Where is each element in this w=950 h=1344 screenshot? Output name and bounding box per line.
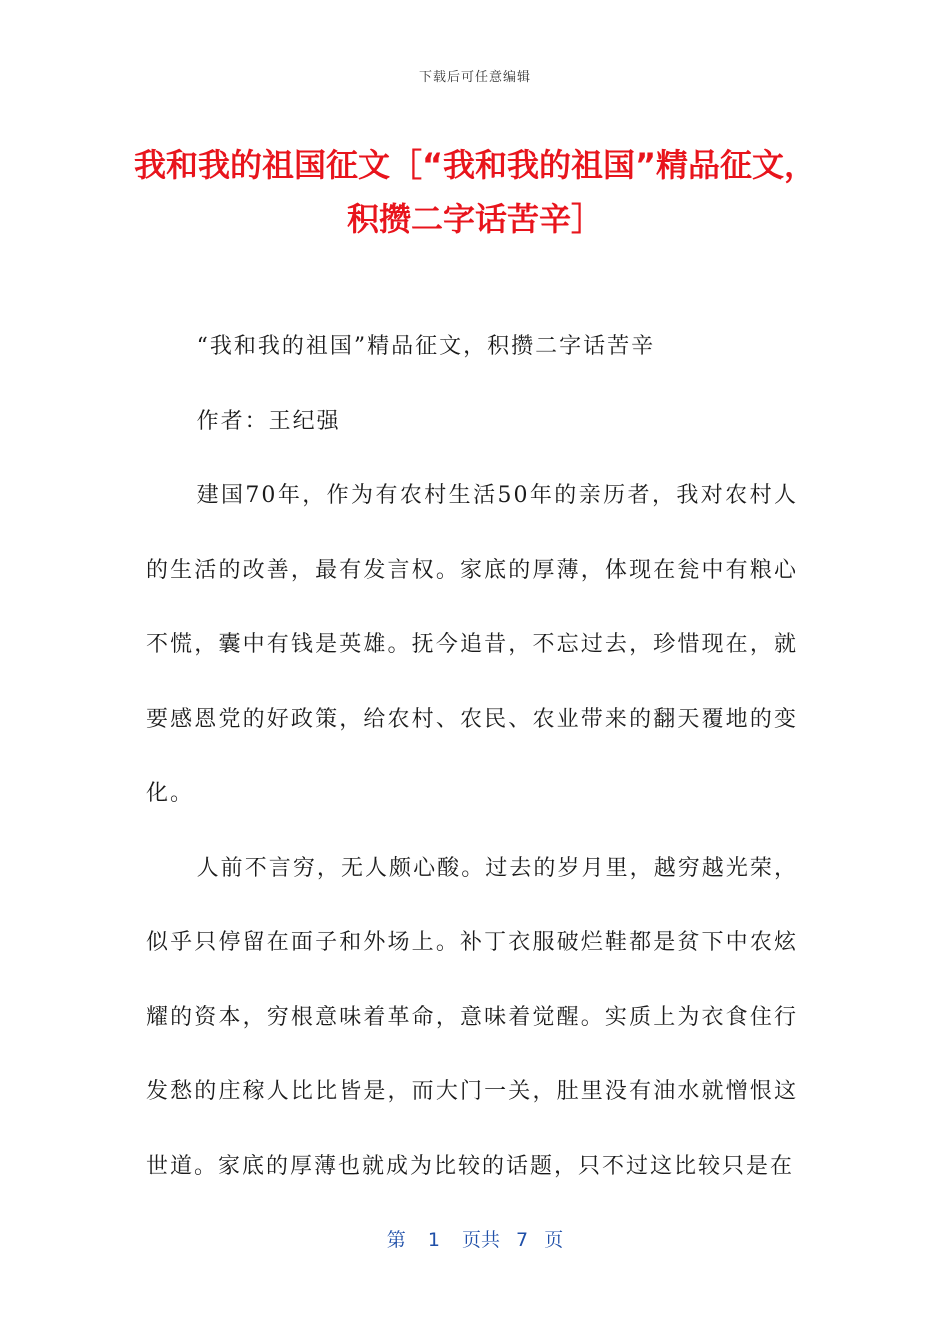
document-title: 我和我的祖国征文［“我和我的祖国”精品征文，积攒二字话苦辛］ xyxy=(133,146,817,238)
footer-middle: 页共 xyxy=(461,1229,500,1251)
paragraph-body-1: 建国70年，作为有农村生活50年的亲历者，我对农村人的生活的改善，最有发言权。家底的厚薄，体现在瓮中有粮心不慌，囊中有钱是英雄。抚今追昔，不忘过去，珍惜现在，就要感恩党的好政策，给农村、农民、农业带来的翻天覆地的变化。 xyxy=(146,483,798,806)
footer-total-pages: 7 xyxy=(516,1229,529,1251)
paragraph-author: 作者：王纪强 xyxy=(196,408,341,434)
footer-current-page: 1 xyxy=(427,1229,440,1251)
document-body xyxy=(146,310,798,1204)
page-footer xyxy=(0,1225,950,1252)
header-note: 下载后可任意编辑 xyxy=(418,70,531,85)
footer-prefix: 第 xyxy=(386,1229,406,1251)
paragraph-body-2: 人前不言穷，无人颇心酸。过去的岁月里，越穷越光荣，似乎只停留在面子和外场上。补丁衣服破烂鞋都是贫下中农炫耀的资本，穷根意味着革命，意味着觉醒。实质上为衣食住行发愁的庄稼人比比皆是，而大门一关，肚里没有油水就憎恨这世道。家底的厚薄也就成为比较的话题，只不过这比较只是在 xyxy=(146,855,798,1179)
paragraph-subtitle: “我和我的祖国”精品征文，积攒二字话苦辛 xyxy=(196,334,656,359)
footer-suffix: 页 xyxy=(544,1229,564,1251)
